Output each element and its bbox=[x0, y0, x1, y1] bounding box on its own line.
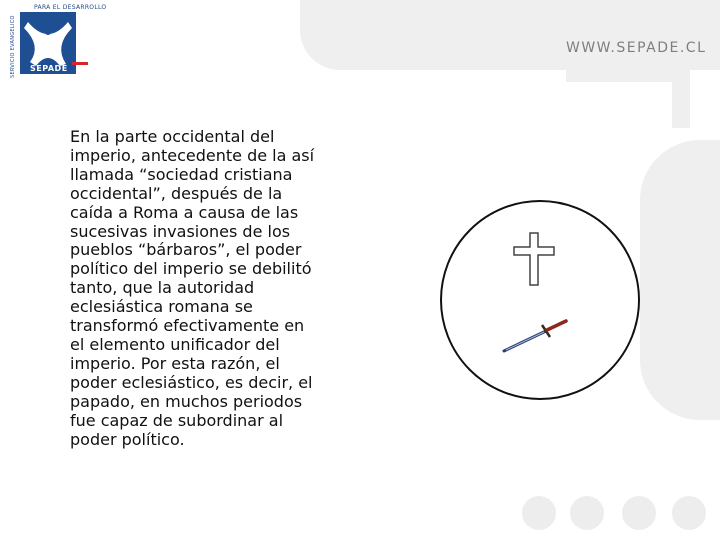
background-dot bbox=[672, 496, 706, 530]
illustration-circle bbox=[440, 200, 640, 400]
cross-icon bbox=[512, 232, 556, 286]
background-dot bbox=[622, 496, 656, 530]
sword-icon bbox=[500, 315, 572, 355]
body-paragraph: En la parte occidental del imperio, antecedente de la así llamada “sociedad cristiana occidental”, después de la caída a Roma a causa de las sucesivas invasiones de los pueblos “bárbaros”, el poder político del imperio se debilitó tanto, que la autoridad eclesiástica romana se transformó efectivamente en el elemento unificador del imperio. Por esta razón, el poder eclesiástico, es decir, el papado, en muchos periodos fue capaz de subordinar al poder político. bbox=[70, 127, 315, 449]
logo-red-bar bbox=[72, 62, 88, 65]
background-shape-right bbox=[640, 140, 720, 420]
logo-side-text: SERVICIO EVANGÉLICO bbox=[10, 15, 16, 78]
site-url[interactable]: WWW.SEPADE.CL bbox=[566, 40, 707, 56]
background-shape-corner-vert bbox=[672, 68, 690, 128]
logo-top-text: PARA EL DESARROLLO bbox=[34, 4, 107, 11]
background-dot bbox=[570, 496, 604, 530]
background-shape-top bbox=[300, 0, 720, 70]
background-dot bbox=[522, 496, 556, 530]
sepade-logo bbox=[8, 4, 107, 80]
logo-brand: SEPADE bbox=[30, 64, 68, 73]
